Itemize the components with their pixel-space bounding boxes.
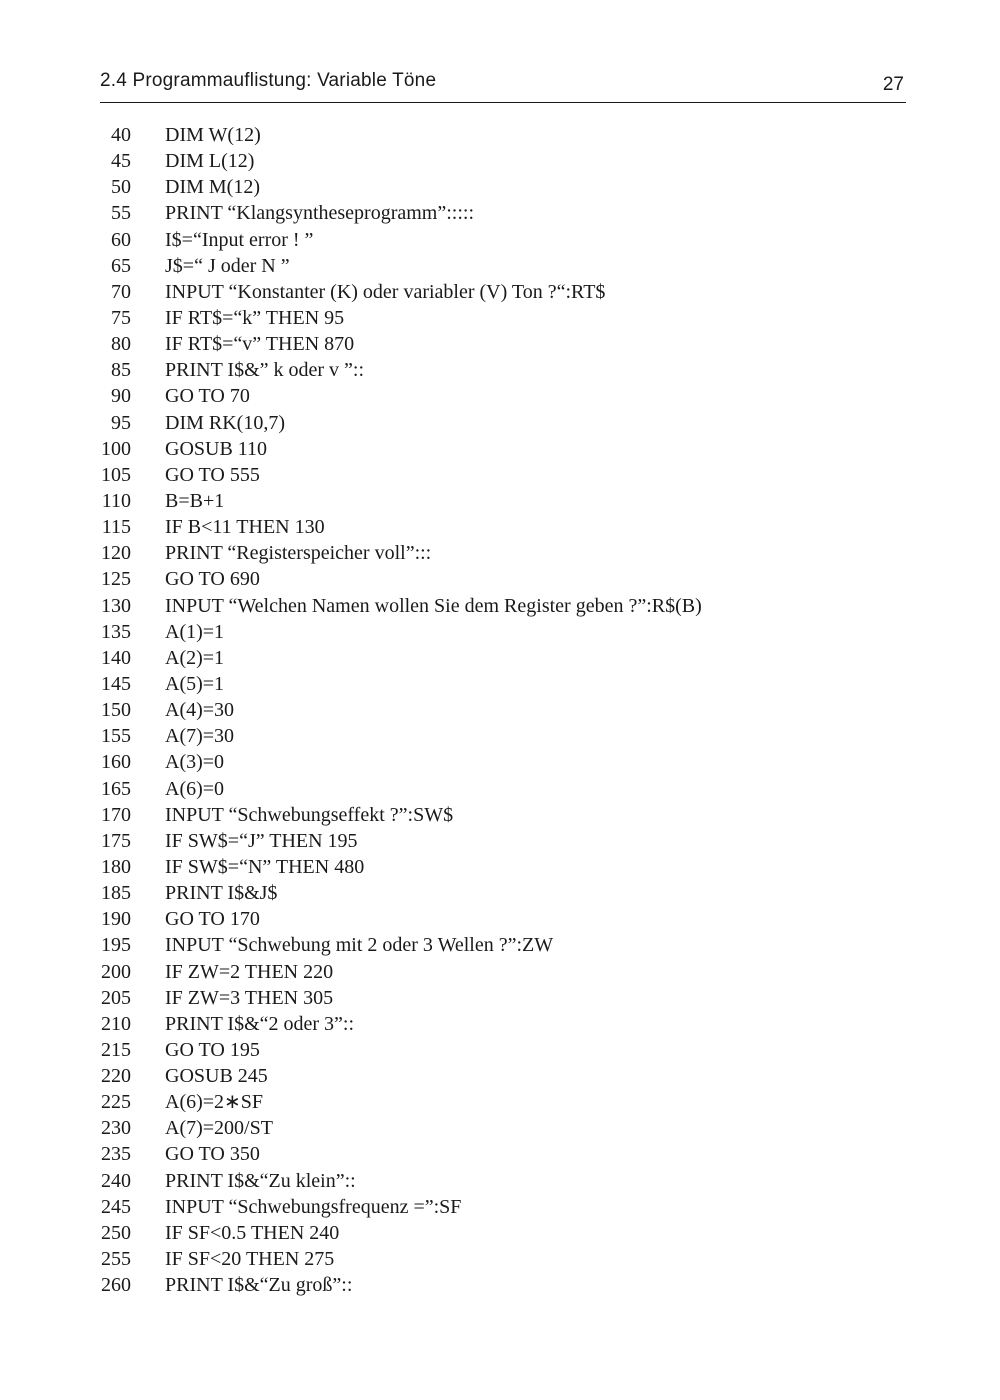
code-line (0, 357, 1000, 383)
code-line (0, 331, 1000, 357)
line-number: 250 (101, 1221, 131, 1244)
page-header (100, 70, 906, 103)
code-statement: GO TO 555 (165, 463, 260, 486)
code-line (0, 1089, 1000, 1115)
code-line (0, 1220, 1000, 1246)
line-number: 175 (101, 829, 131, 852)
code-line (0, 1141, 1000, 1167)
line-number: 120 (101, 542, 131, 565)
code-statement: PRINT “Registerspeicher voll”::: (165, 542, 432, 565)
line-number: 220 (101, 1065, 131, 1088)
line-number: 125 (101, 568, 131, 591)
code-statement: IF SF<20 THEN 275 (165, 1248, 335, 1271)
code-line (0, 828, 1000, 854)
code-line (0, 1168, 1000, 1194)
code-line (0, 436, 1000, 462)
code-line (0, 854, 1000, 880)
code-line (0, 697, 1000, 723)
code-statement: PRINT “Klangsyntheseprogramm”::::: (165, 202, 475, 225)
code-statement: A(4)=30 (165, 699, 235, 722)
code-statement: B=B+1 (165, 489, 225, 512)
code-statement: DIM RK(10,7) (165, 411, 285, 434)
code-statement: A(7)=200/ST (165, 1117, 273, 1140)
code-line (0, 253, 1000, 279)
line-number: 185 (101, 882, 131, 905)
code-statement: IF SF<0.5 THEN 240 (165, 1221, 340, 1244)
section-title: 2.4 Programmauflistung: Variable Töne (100, 70, 437, 91)
line-number: 105 (101, 463, 131, 486)
line-number: 225 (101, 1091, 131, 1114)
line-number: 255 (101, 1248, 131, 1271)
code-line (0, 932, 1000, 958)
code-statement: I$=“Input error ! ” (165, 228, 314, 251)
code-line (0, 488, 1000, 514)
line-number: 80 (111, 333, 131, 356)
code-line (0, 566, 1000, 592)
line-number: 95 (111, 411, 131, 434)
code-statement: GO TO 170 (165, 908, 260, 931)
line-number: 240 (101, 1169, 131, 1192)
line-number: 45 (111, 150, 131, 173)
line-number: 145 (101, 672, 131, 695)
line-number: 110 (101, 489, 131, 512)
code-statement: A(6)=0 (165, 777, 225, 800)
code-line (0, 122, 1000, 148)
code-line (0, 802, 1000, 828)
code-line (0, 776, 1000, 802)
code-statement: GOSUB 245 (165, 1065, 268, 1088)
line-number: 90 (111, 385, 131, 408)
line-number: 195 (101, 934, 131, 957)
code-line (0, 906, 1000, 932)
line-number: 245 (101, 1195, 131, 1218)
line-number: 130 (101, 594, 131, 617)
line-number: 205 (101, 986, 131, 1009)
line-number: 140 (101, 646, 131, 669)
code-line (0, 1246, 1000, 1272)
code-line (0, 880, 1000, 906)
code-line (0, 540, 1000, 566)
code-statement: DIM M(12) (165, 176, 260, 199)
code-line (0, 1272, 1000, 1298)
code-line (0, 148, 1000, 174)
code-statement: GO TO 195 (165, 1038, 260, 1061)
line-number: 155 (101, 725, 131, 748)
code-line (0, 200, 1000, 226)
code-statement: PRINT I$&” k oder v ”:: (165, 359, 365, 382)
line-number: 50 (111, 176, 131, 199)
code-line (0, 383, 1000, 409)
line-number: 150 (101, 699, 131, 722)
code-line (0, 462, 1000, 488)
code-statement: IF SW$=“N” THEN 480 (165, 855, 365, 878)
line-number: 215 (101, 1038, 131, 1061)
line-number: 210 (101, 1012, 131, 1035)
code-statement: IF RT$=“v” THEN 870 (165, 333, 355, 356)
line-number: 170 (101, 803, 131, 826)
line-number: 135 (101, 620, 131, 643)
code-statement: INPUT “Schwebung mit 2 oder 3 Wellen ?”:ZW (165, 934, 554, 957)
code-statement: GO TO 690 (165, 568, 260, 591)
code-statement: A(1)=1 (165, 620, 225, 643)
line-number: 100 (101, 437, 131, 460)
line-number: 165 (101, 777, 131, 800)
line-number: 180 (101, 855, 131, 878)
code-line (0, 514, 1000, 540)
code-statement: IF B<11 THEN 130 (165, 516, 325, 539)
line-number: 70 (111, 280, 131, 303)
code-statement: PRINT I$&“Zu klein”:: (165, 1169, 356, 1192)
line-number: 230 (101, 1117, 131, 1140)
code-line (0, 645, 1000, 671)
code-line (0, 1011, 1000, 1037)
code-line (0, 279, 1000, 305)
code-statement: INPUT “Konstanter (K) oder variabler (V) Ton ?“:RT$ (165, 280, 606, 303)
code-line (0, 749, 1000, 775)
code-statement: IF SW$=“J” THEN 195 (165, 829, 358, 852)
code-line (0, 410, 1000, 436)
line-number: 85 (111, 359, 131, 382)
code-statement: IF RT$=“k” THEN 95 (165, 306, 345, 329)
code-statement: GO TO 70 (165, 385, 250, 408)
code-line (0, 671, 1000, 697)
code-statement: GO TO 350 (165, 1143, 260, 1166)
code-line (0, 985, 1000, 1011)
code-statement: A(2)=1 (165, 646, 225, 669)
code-statement: A(6)=2∗SF (165, 1091, 264, 1114)
line-number: 260 (101, 1274, 131, 1297)
line-number: 190 (101, 908, 131, 931)
page-number: 27 (882, 74, 904, 95)
code-line (0, 1194, 1000, 1220)
code-statement: INPUT “Schwebungsfrequenz =”:SF (165, 1195, 462, 1218)
code-line (0, 1037, 1000, 1063)
line-number: 115 (101, 516, 131, 539)
code-statement: IF ZW=3 THEN 305 (165, 986, 334, 1009)
code-statement: PRINT I$&J$ (165, 882, 278, 905)
line-number: 235 (101, 1143, 131, 1166)
line-number: 55 (111, 202, 131, 225)
code-line (0, 227, 1000, 253)
code-statement: INPUT “Welchen Namen wollen Sie dem Register geben ?”:R$(B) (165, 594, 702, 617)
code-statement: A(3)=0 (165, 751, 225, 774)
code-line (0, 959, 1000, 985)
code-statement: PRINT I$&“2 oder 3”:: (165, 1012, 355, 1035)
code-line (0, 174, 1000, 200)
program-listing (0, 122, 1000, 1298)
code-line (0, 1115, 1000, 1141)
line-number: 60 (111, 228, 131, 251)
code-line (0, 593, 1000, 619)
line-number: 75 (111, 306, 131, 329)
code-statement: DIM W(12) (165, 124, 261, 146)
line-number: 40 (111, 124, 131, 146)
code-statement: IF ZW=2 THEN 220 (165, 960, 334, 983)
code-statement: PRINT I$&“Zu groß”:: (165, 1274, 353, 1297)
code-statement: GOSUB 110 (165, 437, 268, 460)
code-line (0, 305, 1000, 331)
code-statement: INPUT “Schwebungseffekt ?”:SW$ (165, 803, 454, 826)
code-line (0, 1063, 1000, 1089)
code-statement: J$=“ J oder N ” (165, 254, 290, 277)
code-statement: A(5)=1 (165, 672, 225, 695)
line-number: 160 (101, 751, 131, 774)
code-statement: DIM L(12) (165, 150, 255, 173)
code-statement: A(7)=30 (165, 725, 235, 748)
code-line (0, 723, 1000, 749)
line-number: 200 (101, 960, 131, 983)
line-number: 65 (111, 254, 131, 277)
code-line (0, 619, 1000, 645)
